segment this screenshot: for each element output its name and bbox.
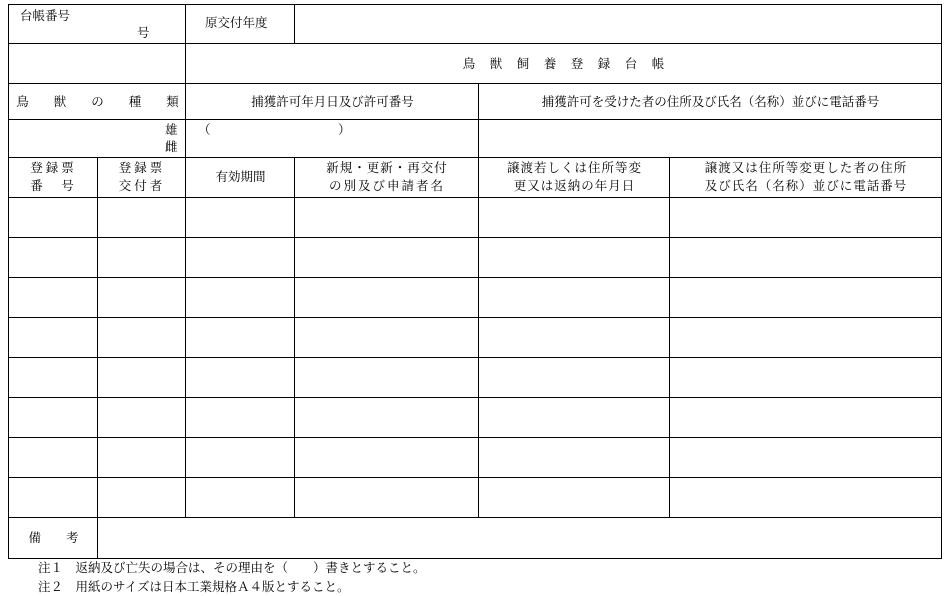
column-header-validity-period: 有効期間 — [185, 157, 294, 197]
column-header-transfer-date: 譲渡若しくは住所等変 更又は返納の年月日 — [478, 157, 669, 197]
female-label: 雌 — [165, 139, 178, 154]
column-header-registration-number: 登録票 番 号 — [8, 157, 97, 197]
permit-holder-label: 捕獲許可を受けた者の住所及び氏名（名称）並びに電話番号 — [541, 94, 880, 109]
capture-permit-label: 捕獲許可年月日及び許可番号 — [251, 94, 414, 109]
male-label: 雄 — [165, 122, 178, 137]
paren-close: ） — [338, 122, 351, 137]
number-suffix: 号 — [137, 25, 150, 40]
column-header-issuer: 登録票 交付者 — [97, 157, 185, 197]
column-header-transferee: 譲渡又は住所等変更した者の住所 及び氏名（名称）並びに電話番号 — [669, 157, 941, 197]
species-label: 鳥 獣 の 種 類 — [16, 94, 179, 109]
column-header-application-type: 新規・更新・再交付 の別及び申請者名 — [294, 157, 478, 197]
footnotes — [38, 558, 426, 596]
registration-ledger-form — [8, 4, 941, 558]
original-issue-year-label: 原交付年度 — [205, 15, 268, 30]
paren-open: （ — [198, 122, 211, 137]
form-border — [8, 4, 942, 559]
remarks-label: 備 考 — [28, 530, 79, 545]
page-title: 鳥 獣 飼 養 登 録 台 帳 — [462, 56, 666, 71]
ledger-number-label: 台帳番号 — [20, 8, 71, 23]
footnote-1: 注１ 返納及び亡失の場合は、その理由を（ ）書きとすること。 — [38, 560, 426, 575]
footnote-2: 注２ 用紙のサイズは日本工業規格Ａ４版とすること。 — [38, 579, 350, 594]
